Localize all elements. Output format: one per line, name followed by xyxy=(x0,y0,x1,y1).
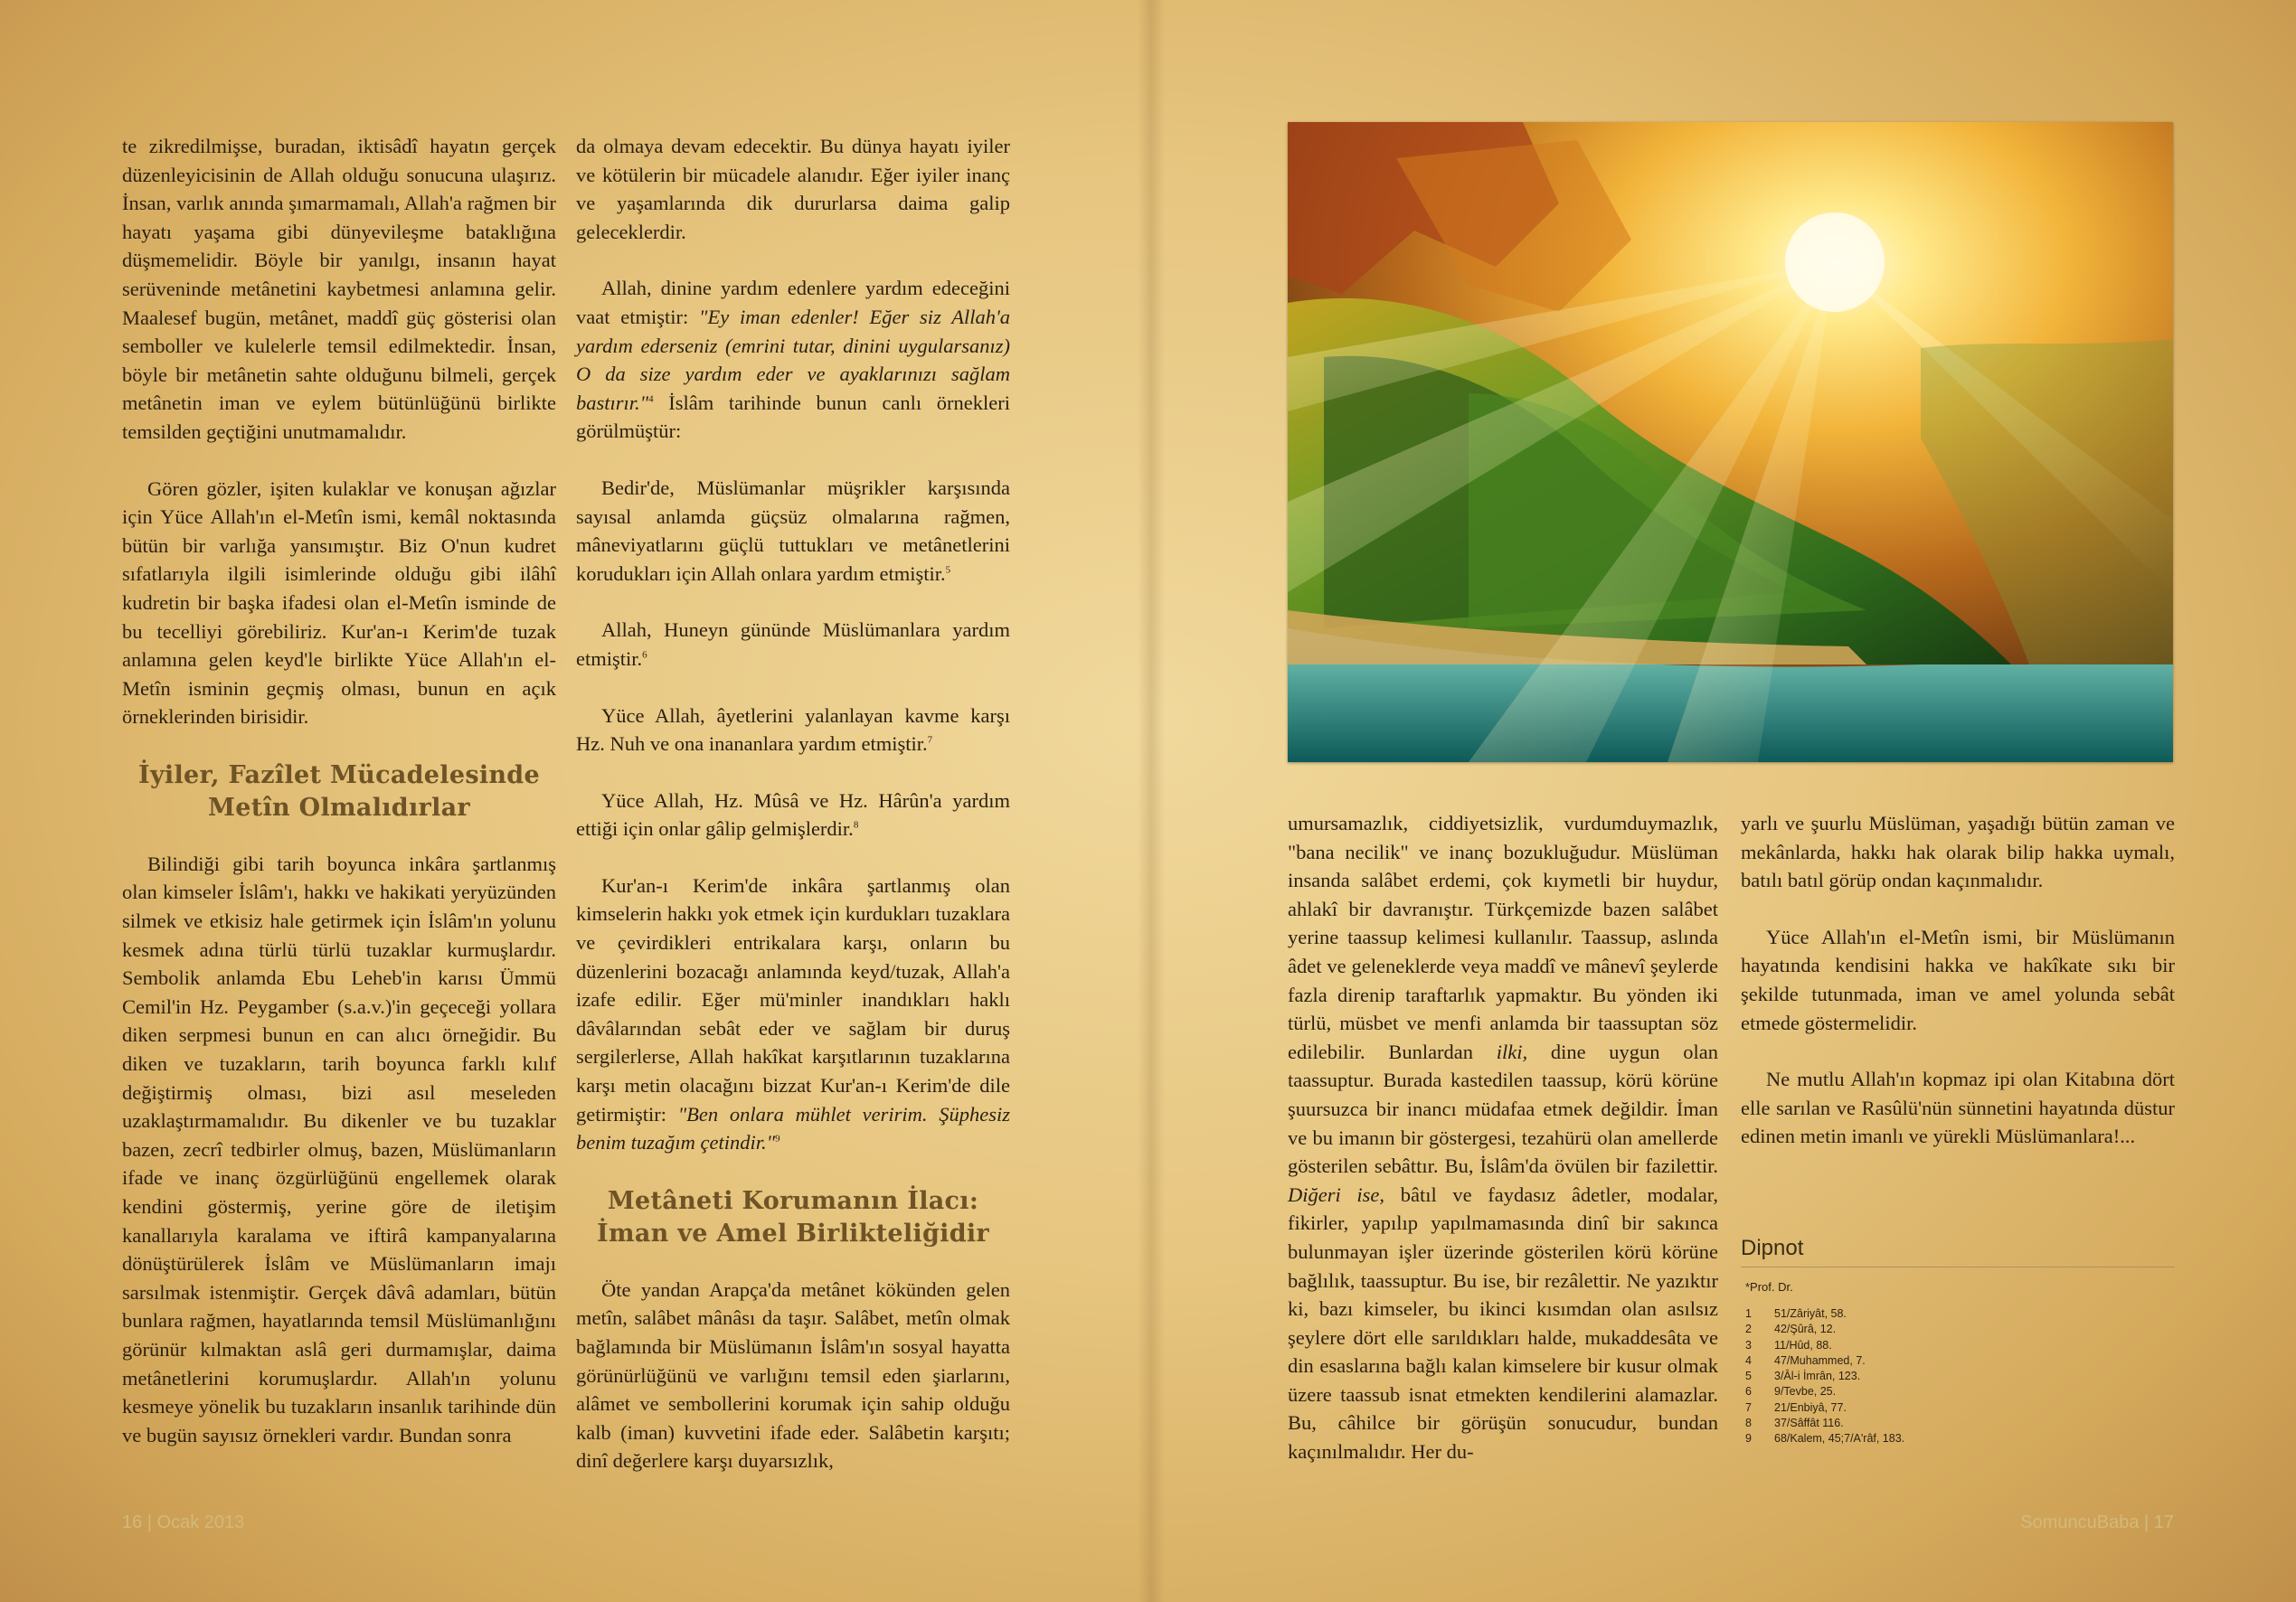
footnote-ref: 9 xyxy=(775,1133,780,1145)
footnote-item xyxy=(1741,1416,2175,1431)
footnote-item xyxy=(1741,1431,2175,1447)
footnote-ref-text: 3/Âl-i İmrân, 123. xyxy=(1774,1370,1861,1383)
paragraph: Yüce Allah'ın el-Metîn ismi, bir Müslümanın hayatında kendisini hakka ve hakîkate sıkı bir şekilde tutunmada, iman ve amel yolunda sebât etmede göstermelidir. xyxy=(1741,925,2175,1034)
footnote-list xyxy=(1741,1306,2175,1447)
text-run: Allah, dinine yardım edenlere yardım edeceğini vaat etmiştir: xyxy=(576,277,1010,328)
text-run: umursamazlık, ciddiyetsizlik, vurdumduymazlık, "bana necilik" ve inanç bozukluğudur. Müslüman insanda salâbet erdemi, çok kıymetli bir huydur, ahlakî bir davranıştır. Türkçemizde bazen salâbet yerine taassup kelimesi kullanılır. Taassup, aslında âdet ve geleneklerde veya maddî ve mânevî şeylerde fazla direnip taraftarlık yapmaktır. Bu yönden iki türlü, müsbet ve menfi anlamda bir taassuptan söz edilebilir. Bunlardan xyxy=(1288,812,1718,1063)
footnote-number: 7 xyxy=(1745,1400,1752,1414)
emphasis: Diğeri ise, xyxy=(1288,1183,1385,1206)
section-heading: İyiler, Fazîlet Mücadelesinde Metîn Olmalıdırlar xyxy=(138,760,540,822)
footnote-number: 4 xyxy=(1745,1353,1752,1367)
paragraph: Bilindiği gibi tarih boyunca inkâra şartlanmış olan kimseler İslâm'ı, hakkı ve hakikati yeryüzünden silmek ve etkisiz hale getirmek için İslâm'ın yolunu kesmek adına türlü türlü tuzaklar kurmuşlardır. Sembolik anlamda Ebu Leheb'in karısı Ümmü Cemil'in Hz. Peygamber (s.a.v.)'in geçeceği yollara diken serpmesi bunun en can alıcı örneğidir. Bu diken ve tuzakların, tarih boyunca farklı kılıf değiştirmiş olması, bizi asıl meseleden uzaklaştırmamalıdır. Bu dikenler ve bu tuzaklar bazen, zecrî tedbirler olmuş, bazen, Müslümanların ifade ve inanç özgürlüğünü engellemek olarak kendini göstermiş, yerine göre de iletişim kanallarıyla karalama ve iftirâ kampanyalarına dönüştürülerek İslâm ve Müslümanların imajı sarsılmak istenmiştir. Gerçek dâvâ adamları, bütün bunlara rağmen, hayatlarında temsil Müslümanlığını görünür kılmaktan aslâ geri durmamışlar, daima metânetlerini korumuşlardır. Allah'ın yolunu kesmeye yönelik bu tuzakların insanlık tarihinde dün ve bugün sayısız örnekleri vardır. Bundan sonra xyxy=(122,852,556,1447)
text-run: Kur'an-ı Kerim'de inkâra şartlanmış olan kimselerin hakkı yok etmek için kurdukları tuzaklara ve çevirdikleri entrikalara karşı, onların bu düzenlerini bozacağı anlamında keyd/tuzak, Allah'a izafe edilir. Eğer mü'minler inandıkları haklı dâvâlarından sebât eder ve sağlam bir duruş sergilerlerse, Allah hakîkat karşıtlarının tuzaklarına karşı metin olacağını bizzat Kur'an-ı Kerim'de dile getirmiştir: xyxy=(576,873,1010,1126)
emphasis: ilki, xyxy=(1496,1040,1528,1063)
footnote-ref: 5 xyxy=(945,564,951,576)
footnote-ref-text: 68/Kalem, 45;7/A'râf, 183. xyxy=(1774,1432,1905,1446)
footnote-ref-text: 21/Enbiyâ, 77. xyxy=(1774,1400,1847,1414)
footnote-ref: 4 xyxy=(648,393,654,405)
left-page-column-2 xyxy=(576,132,1010,1503)
footnote-ref-text: 11/Hûd, 88. xyxy=(1774,1338,1832,1352)
footnote-number: 9 xyxy=(1745,1432,1752,1446)
footnote-item xyxy=(1741,1384,2175,1399)
left-page-column-1 xyxy=(122,132,556,1477)
quran-quote: "Ey iman edenler! Eğer siz Allah'a yardım ederseniz (emrini tutar, dinini uygularsanız) O da size yardım eder ve ayaklarınızı sağlam bastırır." xyxy=(576,305,1011,414)
footnotes xyxy=(1741,1236,2175,1447)
paragraph xyxy=(576,702,1010,759)
footnote-number: 2 xyxy=(1745,1323,1752,1336)
paragraph: Ne mutlu Allah'ın kopmaz ipi olan Kitabına dört elle sarılan ve Rasûlü'nün sünnetini hayatında düstur edinen metin imanlı ve yürekli Müslümanlara!... xyxy=(1741,1068,2175,1148)
footnote-item xyxy=(1741,1322,2175,1337)
footnotes-title: Dipnot xyxy=(1741,1236,2175,1267)
paragraph xyxy=(576,274,1010,446)
paragraph: te zikredilmişse, buradan, iktisâdî hayatın gerçek düzenleyicisinin de Allah olduğu sonucuna ulaşırız. İnsan, varlık anında şımarmamalı, Allah'a rağmen bir hayatı yaşama gibi dünyevileşme bataklığına düşmemelidir. Böyle bir yanılgı, insanın hayat serüveninde metânetini kaybetmesi anlamına gelir. Maalesef bugün, metânet, maddî güç gösterisi olan semboller ve kulelerle temsil edilmektedir. İnsan, böyle bir metânetin sahte olduğunu bilmeli, gerçek metânetin iman ve eylem bütünlüğünü birlikte temsilden geçtiğini unutmamalıdır. xyxy=(122,135,556,443)
page-number-right: SomuncuBaba | 17 xyxy=(2020,1512,2174,1532)
text-run: İslâm tarihinde bunun canlı örnekleri görülmüştür: xyxy=(576,391,1010,443)
footnote-ref: 7 xyxy=(927,734,933,746)
quran-quote: "Ben onlara mühlet veririm. Şüphesiz benim tuzağım çetindir." xyxy=(576,1102,1010,1154)
right-page-column-2 xyxy=(1741,809,2175,1179)
paragraph: yarlı ve şuurlu Müslüman, yaşadığı bütün zaman ve mekânlarda, hakkı hak olarak bilip hakka uymalı, batılı batıl görüp ondan kaçınmalıdır. xyxy=(1741,812,2175,892)
footnote-number: 3 xyxy=(1745,1338,1752,1352)
footnote-item xyxy=(1741,1369,2175,1384)
paragraph: Öte yandan Arapça'da metânet kökünden gelen metîn, salâbet mânâsı da taşır. Salâbet, metîn olmak bağlamında bir Müslümanın İslâm'ın sosyal hayatta görünürlüğünü ve varlığını temsil eden şiarlarını, alâmet ve sembollerini korumak için sahip olduğu kalb (iman) kuvvetini ifade eder. Salâbetin karşıtı; dinî değerlere karşı duyarsızlık, xyxy=(576,1277,1010,1473)
right-page-column-1 xyxy=(1288,809,1718,1494)
footnote-ref-text: 42/Şûrâ, 12. xyxy=(1774,1323,1837,1336)
footnote-number: 5 xyxy=(1745,1370,1752,1383)
text-run: Bedir'de, Müslümanlar müşrikler karşısında sayısal anlamda güçsüz olmalarına rağmen, mâneviyatlarını güçlü tuttukları ve metânetlerini korudukları için Allah onlara yardım etmiştir. xyxy=(576,476,1010,585)
footnote-ref-text: 47/Muhammed, 7. xyxy=(1774,1353,1866,1367)
paragraph: da olmaya devam edecektir. Bu dünya hayatı iyiler ve kötülerin bir mücadele alanıdır. Eğer iyiler inanç ve yaşamlarında dik dururlarsa daima galip geleceklerdir. xyxy=(576,135,1010,243)
text-run: Yüce Allah, Hz. Mûsâ ve Hz. Hârûn'a yardım ettiği için onlar gâlip gelmişlerdir. xyxy=(576,788,1010,841)
footnote-item xyxy=(1741,1400,2175,1416)
footnote-number: 1 xyxy=(1745,1307,1752,1320)
footnote-ref-text: 37/Sâffât 116. xyxy=(1774,1417,1844,1430)
paragraph xyxy=(576,474,1010,588)
forest-sunrise-photo xyxy=(1288,122,2173,762)
paragraph xyxy=(576,872,1010,1157)
text-run: Yüce Allah, âyetlerini yalanlayan kavme karşı Hz. Nuh ve ona inananlara yardım etmiştir. xyxy=(576,703,1010,756)
footnote-item xyxy=(1741,1353,2175,1369)
footnote-ref: 8 xyxy=(853,819,859,831)
text-run: Allah, Huneyn gününde Müslümanlara yardım etmiştir. xyxy=(576,618,1010,670)
footnote-ref: 6 xyxy=(642,649,647,661)
page-number-left: 16 | Ocak 2013 xyxy=(122,1512,245,1532)
section-heading: Metâneti Korumanın İlacı: İman ve Amel Birlikteliğidir xyxy=(597,1186,989,1248)
paragraph xyxy=(576,787,1010,843)
footnote-item xyxy=(1741,1306,2175,1322)
paragraph xyxy=(576,616,1010,673)
footnote-item xyxy=(1741,1338,2175,1353)
footnote-number: 6 xyxy=(1745,1385,1752,1399)
paragraph xyxy=(1288,809,1718,1466)
footnote-number: 8 xyxy=(1745,1417,1752,1430)
paragraph: Gören gözler, işiten kulaklar ve konuşan ağızlar için Yüce Allah'ın el-Metîn ismi, kemâl noktasında bütün bir varlığa yansımıştır. Biz O'nun kudret sıfatlarıyla ilgili isimlerinde olduğu gibi ilâhî kudretin bir başka ifadesi olan el-Metîn isminde de bu tecelliyi görebiliriz. Kur'an-ı Kerim'de tuzak anlamına gelen keyd'le birlikte Yüce Allah'ın el-Metîn isminin geçmiş olması, bunun en açık örneklerinden birisidir. xyxy=(122,476,556,729)
footnote-ref-text: 9/Tevbe, 25. xyxy=(1774,1385,1837,1399)
author-note: *Prof. Dr. xyxy=(1745,1280,1793,1294)
text-run: dine uygun olan taassuptur. Burada kastedilen taassup, körü körüne şuursuzca bir inancı müdafaa etmek değildir. İman ve bu imanın bir göstergesi, tezahürü olan amellerde gösterilen sebâttır. Bu, İslâm'da övülen bir fazilettir. xyxy=(1288,1040,1718,1178)
footnote-ref-text: 51/Zâriyât, 58. xyxy=(1774,1307,1847,1320)
text-run: bâtıl ve faydasız âdetler, modalar, fikirler, yapılıp yapılmamasında dinî bir sakınca bulunmayan işler üzerinde gösterilen körü körüne bağlılık, taassuptur. Bu ise, bir rezâlettir. Ne yazıktır ki, bazı kimseler, bu ikinci kısımdan olan asılsız şeylere dört elle sarıldıkları halde, mukaddesâta ve din esaslarına bağlı kalan kimselere bir kusur olmak üzere taassub isnat etmekten kendilerini alamazlar. Bu, câhilce bir görüşün sonucudur, bundan kaçınılmalıdır. Her du- xyxy=(1288,1183,1718,1464)
